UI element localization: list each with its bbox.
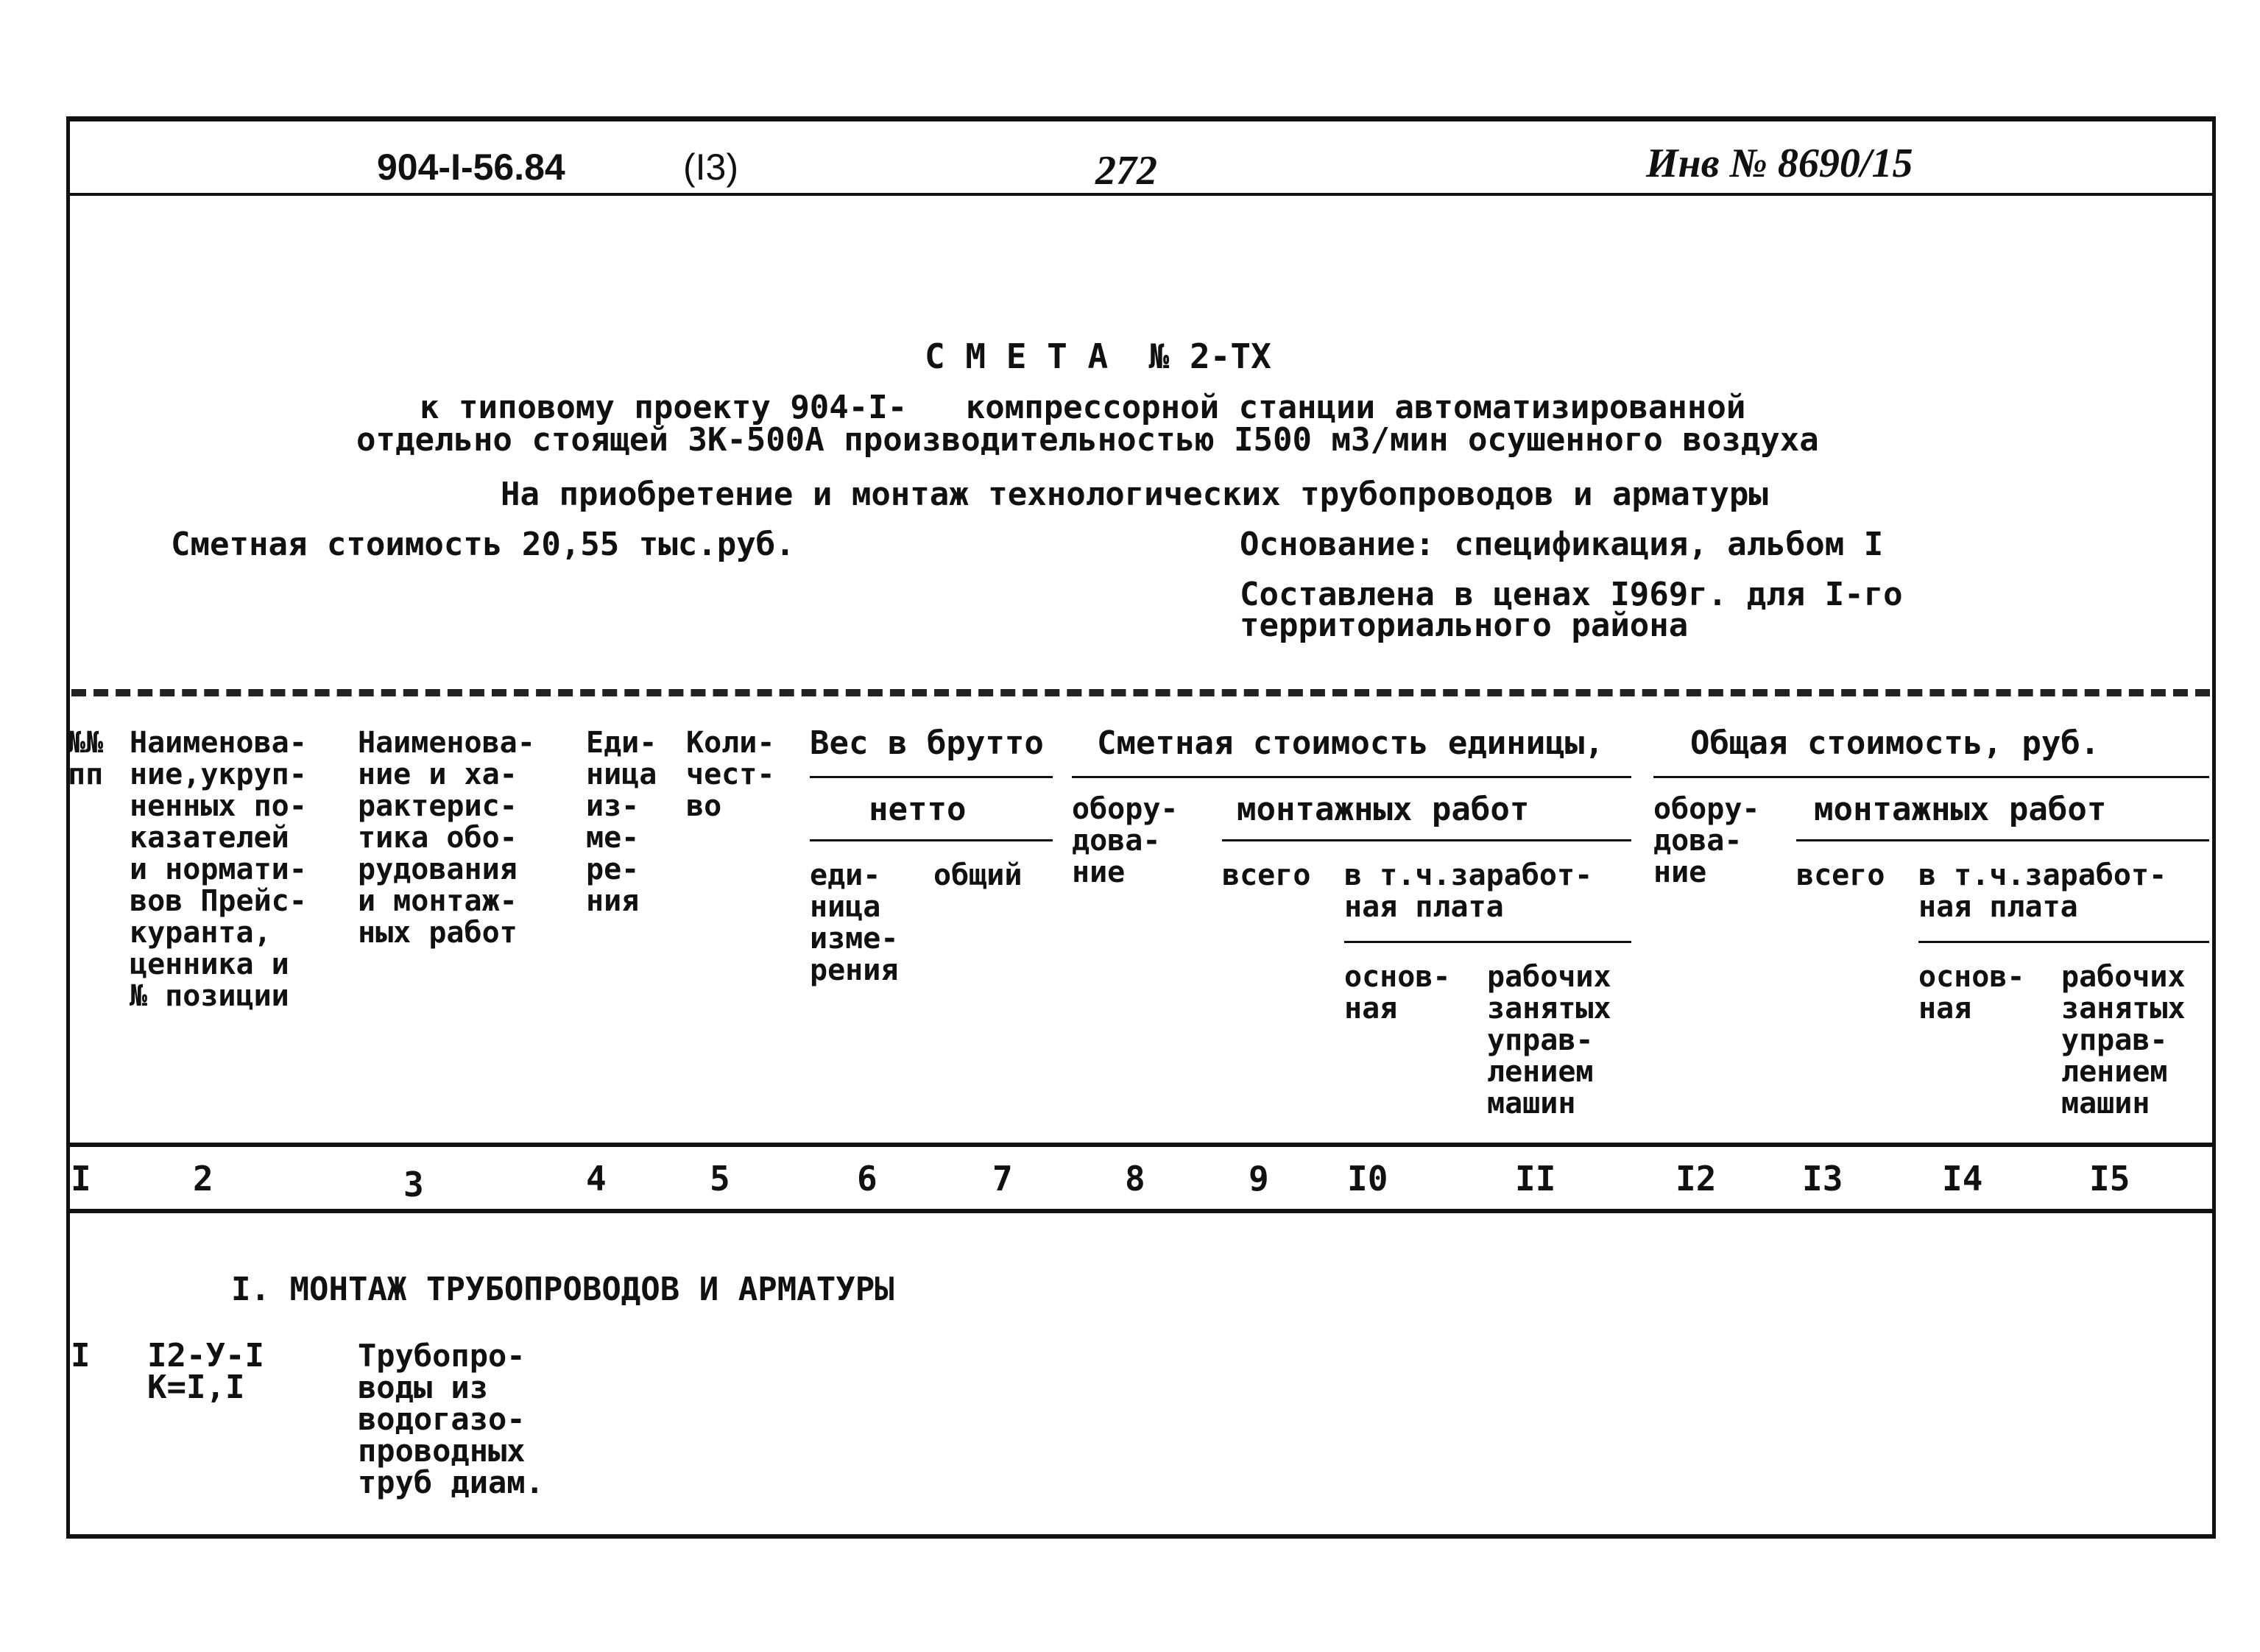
inventory-number: Инв № 8690/15 [1646, 141, 1913, 186]
estimate-heading: С М Е Т А № 2-ТХ [925, 336, 1271, 376]
weight-group-rule [810, 776, 1053, 778]
header-total-cost-group: Общая стоимость, руб. [1690, 724, 2100, 762]
wage-group-2-rule [1918, 941, 2209, 943]
header-wage-group: в т.ч.заработ- ная плата [1344, 858, 1593, 924]
column-number-13: I3 [1802, 1159, 1843, 1199]
column-number-4: 4 [586, 1159, 607, 1199]
header-col-2: Наименова- ние,укруп- ненных по- казателей и нормати- вов Прейс- куранта, ценника и № позиции [130, 726, 307, 1013]
column-number-14: I4 [1942, 1159, 1983, 1199]
header-weight-group: Вес в брутто [810, 724, 1044, 762]
install-works-rule [1222, 839, 1631, 841]
estimated-cost: Сметная стоимость 20,55 тыс.руб. [171, 526, 795, 563]
column-number-3: 3 [403, 1165, 424, 1204]
header-col-10: основ- ная [1344, 960, 1451, 1026]
column-number-10: I0 [1347, 1159, 1388, 1199]
header-unit-cost-group: Сметная стоимость единицы, [1097, 724, 1604, 762]
header-col-9: всего [1222, 858, 1311, 892]
header-col-13: всего [1796, 858, 1885, 892]
column-number-2: 2 [193, 1159, 213, 1199]
header-col-3: Наименова- ние и ха- рактерис- тика обо- рудования и монтаж- ных работ [358, 726, 535, 950]
section-title: I. МОНТАЖ ТРУБОПРОВОДОВ И АРМАТУРЫ [231, 1271, 894, 1308]
header-col-11: рабочих занятых управ- лением машин [1487, 960, 1611, 1120]
page-number: 272 [1095, 148, 1157, 194]
column-numbers-bottom-rule [70, 1209, 2212, 1213]
table-top-rule [71, 689, 2210, 696]
column-number-7: 7 [992, 1159, 1013, 1199]
column-number-12: I2 [1675, 1159, 1717, 1199]
header-col-14: основ- ная [1918, 960, 2025, 1026]
header-netto: нетто [869, 791, 967, 828]
header-install-works-2: монтажных работ [1814, 791, 2107, 828]
header-col-15: рабочих занятых управ- лением машин [2061, 960, 2186, 1120]
header-col-7: общий [933, 858, 1023, 892]
doc-code: 904-I-56.84 [377, 147, 565, 188]
header-col-5: Коли- чест- во [686, 726, 775, 823]
header-col-1: №№ пп [68, 726, 104, 791]
total-cost-rule [1653, 776, 2209, 778]
column-number-9: 9 [1249, 1159, 1269, 1199]
stamp-divider [70, 193, 2212, 196]
unit-cost-rule [1072, 776, 1631, 778]
prices-line-1: Составлена в ценах I969г. для I-го [1240, 576, 1903, 613]
header-col-6: еди- ница изме- рения [810, 858, 899, 987]
sheet-code: (I3) [683, 147, 738, 188]
netto-rule [810, 839, 1053, 841]
basis: Основание: спецификация, альбом I [1240, 526, 1884, 563]
wage-group-rule [1344, 941, 1631, 943]
row-1-number: I [71, 1337, 91, 1374]
column-number-8: 8 [1125, 1159, 1145, 1199]
column-number-15: I5 [2089, 1159, 2130, 1199]
header-col-4: Еди- ница из- ме- ре- ния [586, 726, 657, 918]
header-wage-group-2: в т.ч.заработ- ная плата [1918, 858, 2167, 924]
column-number-1: I [71, 1159, 91, 1199]
column-number-5: 5 [710, 1159, 730, 1199]
row-1-name: Трубопро- воды из водогазо- проводных труб диам. [358, 1338, 544, 1500]
column-number-11: II [1515, 1159, 1556, 1199]
header-install-works: монтажных работ [1237, 791, 1530, 828]
header-col-12: обору- дова- ние [1653, 792, 1760, 889]
prices-line-2: территориального района [1240, 607, 1689, 644]
install-works-2-rule [1796, 839, 2209, 841]
title-line-2: отдельно стоящей 3К-500А производительностью I500 м3/мин осушенного воздуха [356, 421, 1819, 459]
row-1-code: I2-У-I К=I,I [147, 1337, 264, 1406]
header-bottom-rule [70, 1143, 2212, 1147]
column-number-6: 6 [857, 1159, 877, 1199]
title-line-3: На приобретение и монтаж технологических трубопроводов и арматуры [501, 476, 1768, 513]
header-col-8: обору- дова- ние [1072, 792, 1179, 889]
title-line-1: к типовому проекту 904-I- компрессорной станции автоматизированной [420, 389, 1746, 426]
